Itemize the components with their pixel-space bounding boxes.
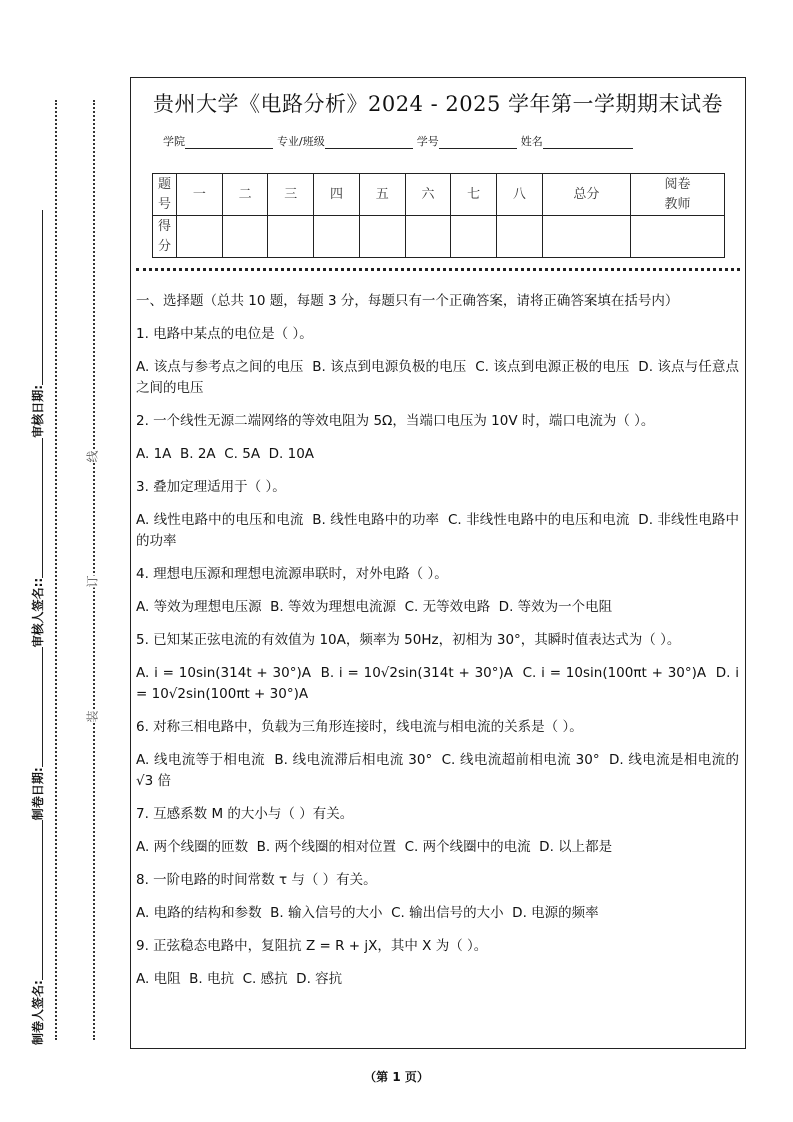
page-number: （第 1 页） — [364, 1070, 429, 1084]
question-options: A. 等效为理想电压源 B. 等效为理想电流源 C. 无等效电路 D. 等效为一个电阻 — [136, 599, 613, 615]
question-stem: 5. 已知某正弦电流的有效值为 10A，频率为 50Hz，初相为 30°，其瞬时值表达式为（ ）。 — [136, 632, 681, 648]
header-cell: 二 — [222, 174, 268, 216]
header-cell: 题号 — [153, 174, 177, 216]
header-cell: 八 — [497, 174, 543, 216]
college-label: 学院 — [163, 135, 185, 148]
review-date-field[interactable] — [31, 210, 43, 385]
question-options: A. 电阻 B. 电抗 C. 感抗 D. 容抗 — [136, 971, 343, 987]
question-stem: 6. 对称三相电路中，负载为三角形连接时，线电流与相电流的关系是（ ）。 — [136, 719, 583, 735]
score-cell[interactable] — [222, 216, 268, 258]
score-cell[interactable] — [314, 216, 360, 258]
college-field[interactable] — [185, 136, 273, 149]
header-cell: 一 — [177, 174, 223, 216]
score-cell[interactable] — [631, 216, 725, 258]
reviewer-signature-field[interactable] — [31, 438, 43, 578]
major-field[interactable] — [325, 136, 413, 149]
score-cell[interactable] — [497, 216, 543, 258]
header-cell: 总分 — [542, 174, 630, 216]
score-row — [153, 216, 725, 258]
question-stem: 2. 一个线性无源二端网络的等效电阻为 5Ω，当端口电压为 10V 时，端口电流为（ ）。 — [136, 413, 655, 429]
student-id-label: 学号 — [416, 135, 439, 148]
score-row-label: 得分 — [153, 216, 177, 258]
binding-mark-zhuang: 装 — [85, 710, 100, 723]
score-cell[interactable] — [451, 216, 497, 258]
header-cell: 四 — [314, 174, 360, 216]
question-options: A. 1A B. 2A C. 5A D. 10A — [136, 446, 315, 462]
question-stem: 4. 理想电压源和理想电流源串联时，对外电路（ ）。 — [136, 566, 448, 582]
question-stem: 9. 正弦稳态电路中，复阻抗 Z = R + jX，其中 X 为（ ）。 — [136, 938, 488, 954]
section-heading: 一、选择题（总共 10 题，每题 3 分，每题只有一个正确答案，请将正确答案填在括号内） — [136, 293, 679, 309]
prepare-date-label: 制卷日期: — [30, 767, 45, 821]
question-stem: 1. 电路中某点的电位是（ ）。 — [136, 326, 313, 342]
question-options: A. 线性电路中的电压和电流 B. 线性电路中的功率 C. 非线性电路中的电压和电流 D. 非线性电路中的功率 — [136, 512, 739, 549]
header-cell: 七 — [451, 174, 497, 216]
question-stem: 8. 一阶电路的时间常数 τ 与（ ）有关。 — [136, 872, 377, 888]
reviewer-signature-label: 审核人签名:: — [30, 577, 45, 648]
question-section — [136, 291, 744, 1002]
score-table-header — [153, 174, 725, 216]
prepare-date-field[interactable] — [31, 647, 43, 767]
question-options: A. 该点与参考点之间的电压 B. 该点到电源负极的电压 C. 该点到电源正极的电压 D. 该点与任意点之间的电压 — [136, 359, 739, 396]
binding-signature-strip — [27, 95, 47, 1045]
student-info — [163, 133, 637, 149]
preparer-signature-field[interactable] — [31, 820, 43, 980]
score-cell[interactable] — [405, 216, 451, 258]
question-options: A. 两个线圈的匝数 B. 两个线圈的相对位置 C. 两个线圈中的电流 D. 以上都是 — [136, 839, 613, 855]
page-title: 贵州大学《电路分析》2024 - 2025 学年第一学期期末试卷 — [152, 92, 723, 116]
header-cell: 五 — [359, 174, 405, 216]
separator — [136, 268, 740, 271]
preparer-signature-label: 制卷人签名: — [30, 980, 45, 1045]
review-date-label: 审核日期: — [30, 384, 45, 438]
header-cell: 阅卷教师 — [631, 174, 725, 216]
binding-mark-ding: 订 — [85, 575, 100, 588]
binding-mark-xian: 线 — [85, 450, 100, 463]
name-field[interactable] — [543, 136, 633, 149]
question-options: A. 线电流等于相电流 B. 线电流滞后相电流 30° C. 线电流超前相电流 30° D. 线电流是相电流的√3 倍 — [136, 752, 739, 789]
cut-line-outer — [55, 100, 57, 1040]
question-options: A. i = 10sin(314t + 30°)A B. i = 10√2sin(314t + 30°)A C. i = 10sin(100πt + 30°)A D. i = 10√2sin(100πt + 30°)A — [136, 665, 744, 702]
header-cell: 三 — [268, 174, 314, 216]
binding-line — [93, 100, 95, 1040]
score-cell[interactable] — [359, 216, 405, 258]
name-label: 姓名 — [520, 135, 543, 148]
score-cell[interactable] — [542, 216, 630, 258]
score-cell[interactable] — [268, 216, 314, 258]
question-stem: 3. 叠加定理适用于（ ）。 — [136, 479, 286, 495]
student-id-field[interactable] — [439, 136, 517, 149]
question-options: A. 电路的结构和参数 B. 输入信号的大小 C. 输出信号的大小 D. 电源的频率 — [136, 905, 599, 921]
header-cell: 六 — [405, 174, 451, 216]
exam-frame — [130, 77, 746, 1049]
major-label: 专业/班级 — [277, 135, 325, 148]
question-stem: 7. 互感系数 M 的大小与（ ）有关。 — [136, 806, 354, 822]
score-table — [152, 173, 725, 258]
score-cell[interactable] — [177, 216, 223, 258]
